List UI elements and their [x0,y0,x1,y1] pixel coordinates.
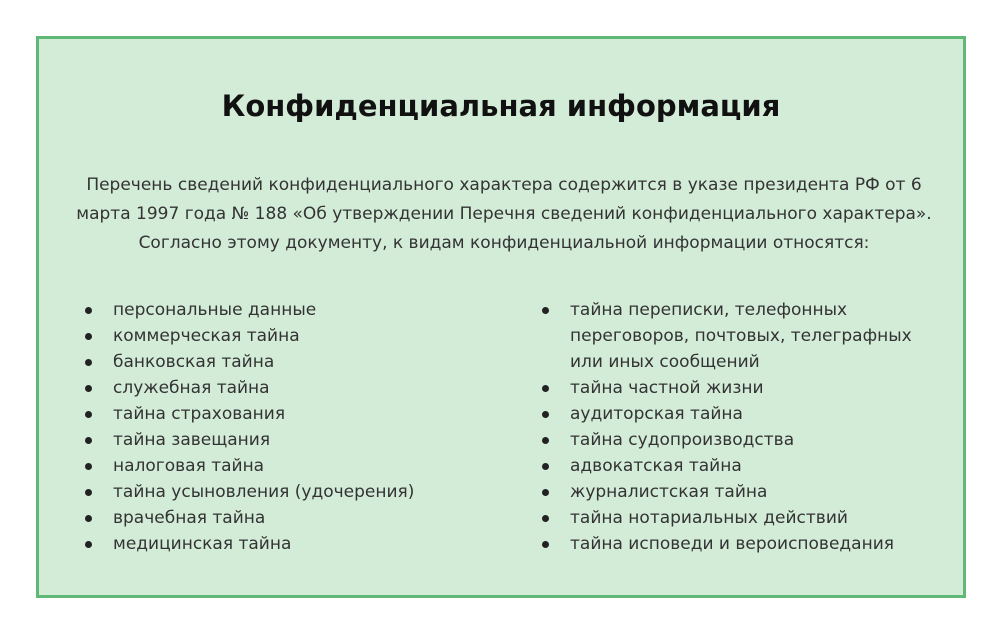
bullet-icon [542,307,549,314]
list-item-text: медицинская тайна [113,534,292,554]
info-card [36,36,966,598]
list-item-text: врачебная тайна [113,508,266,528]
list-item-text: тайна частной жизни [570,378,764,398]
bullet-icon [542,437,549,444]
intro-paragraph: Перечень сведений конфиденциального характера содержится в указе президента РФ от 6 марта 1997 года № 188 «Об утверждении Перечня сведений конфиденциального характера». Согласно этому документу, к видам конфиденциальной информации относятся: [76,175,932,253]
list-item [536,531,936,557]
list-item-text: тайна страхования [113,404,286,424]
list-item-text: аудиторская тайна [570,404,743,424]
list-item [536,427,936,453]
list-item-text: тайна завещания [113,430,271,450]
bullet-icon [85,515,92,522]
list-item-text: служебная тайна [113,378,270,398]
bullet-icon [542,515,549,522]
left-list [79,297,499,557]
right-list [536,297,936,557]
bullet-icon [85,489,92,496]
list-item [79,453,499,479]
bullet-icon [542,463,549,470]
list-item-text: персональные данные [113,300,317,320]
list-item [79,375,499,401]
list-item-text: коммерческая тайна [113,326,300,346]
list-item [79,427,499,453]
list-item-text: тайна исповеди и вероисповедания [570,534,894,554]
list-item-text: тайна усыновления (удочерения) [113,482,415,502]
list-item-text: журналистская тайна [570,482,768,502]
list-item-text: адвокатская тайна [570,456,742,476]
bullet-icon [85,411,92,418]
list-item [536,297,936,375]
bullet-icon [85,463,92,470]
card-title: Конфиденциальная информация [221,89,781,123]
list-item [79,479,499,505]
list-item [79,349,499,375]
list-item [79,401,499,427]
list-item-text: тайна переписки, телефонных переговоров, почтовых, телеграфных или иных сообщений [570,300,912,372]
list-item [79,531,499,557]
bullet-icon [85,333,92,340]
list-item-text: тайна нотариальных действий [570,508,848,528]
list-item [536,375,936,401]
bullet-icon [85,307,92,314]
bullet-icon [85,437,92,444]
bullet-icon [542,541,549,548]
list-item-text: налоговая тайна [113,456,265,476]
bullet-icon [542,489,549,496]
list-item [536,401,936,427]
list-item-text: тайна судопроизводства [570,430,795,450]
bullet-icon [85,541,92,548]
list-item [79,297,499,323]
list-item [79,505,499,531]
bullet-icon [542,411,549,418]
list-item [536,505,936,531]
list-item [536,479,936,505]
bullet-icon [85,359,92,366]
list-item-text: банковская тайна [113,352,275,372]
bullet-icon [85,385,92,392]
list-item [79,323,499,349]
bullet-icon [542,385,549,392]
list-item [536,453,936,479]
